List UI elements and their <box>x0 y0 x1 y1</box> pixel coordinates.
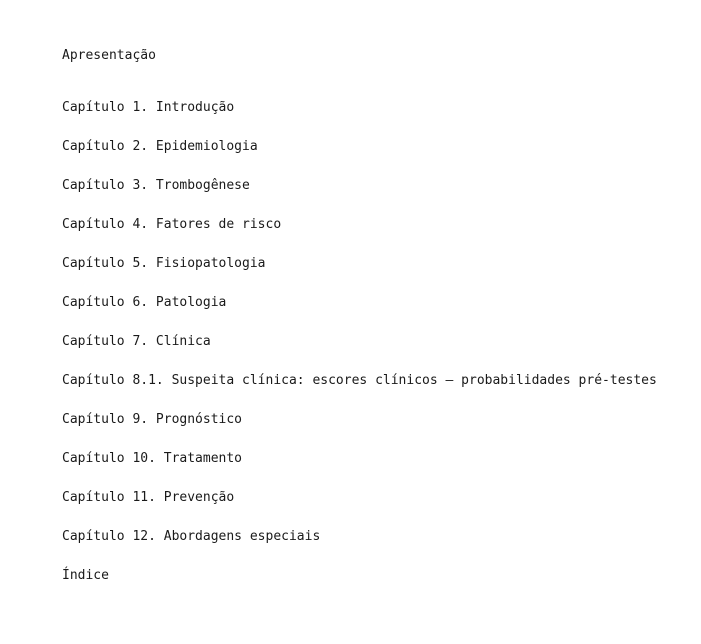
toc-entry-chapter-1[interactable]: Capítulo 1. Introdução <box>62 100 235 115</box>
toc-entry-chapter-4[interactable]: Capítulo 4. Fatores de risco <box>62 217 282 232</box>
toc-entry-chapter-2[interactable]: Capítulo 2. Epidemiologia <box>62 139 258 154</box>
toc-entry-chapter-6[interactable]: Capítulo 6. Patologia <box>62 295 227 310</box>
toc-entry-chapter-8-1[interactable]: Capítulo 8.1. Suspeita clínica: escores clínicos – probabilidades pré-testes <box>62 373 657 388</box>
toc-entry-indice[interactable]: Índice <box>62 568 109 583</box>
table-of-contents <box>62 46 692 586</box>
toc-entry-chapter-10[interactable]: Capítulo 10. Tratamento <box>62 451 243 466</box>
toc-entry-chapter-9[interactable]: Capítulo 9. Prognóstico <box>62 412 243 427</box>
toc-entry-apresentacao[interactable]: Apresentação <box>62 48 156 63</box>
toc-entry-chapter-12[interactable]: Capítulo 12. Abordagens especiais <box>62 529 321 544</box>
toc-entry-chapter-7[interactable]: Capítulo 7. Clínica <box>62 334 211 349</box>
toc-entry-chapter-11[interactable]: Capítulo 11. Prevenção <box>62 490 235 505</box>
toc-entry-chapter-3[interactable]: Capítulo 3. Trombogênese <box>62 178 250 193</box>
toc-entry-chapter-5[interactable]: Capítulo 5. Fisiopatologia <box>62 256 266 271</box>
